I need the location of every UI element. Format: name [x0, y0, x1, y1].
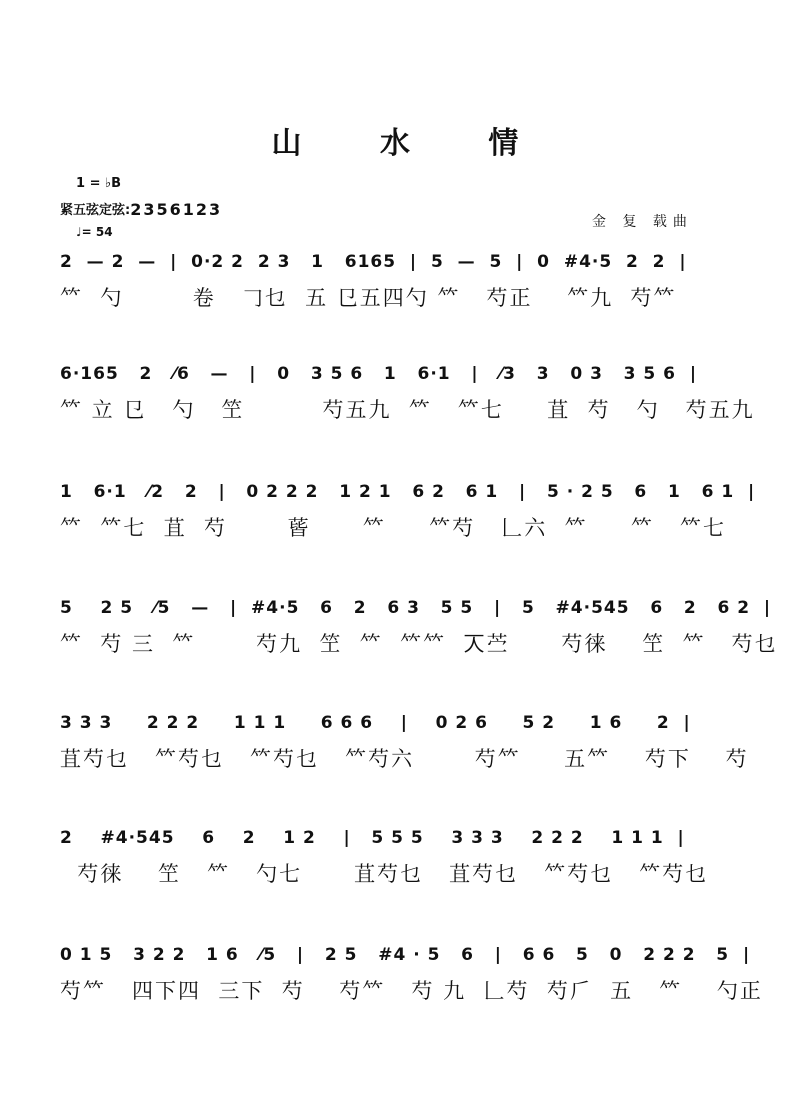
- jianpu-notes: 2 — 2 — | 0·2 2 2 3 1 6165 | 5 — 5 | 0 #4·5 2 2 |: [60, 252, 687, 272]
- guqin-tablature: 𥫗 𥫗七 苴 芍 蒈 𥫗 𥫗芍 𠃊六 𥫗 𥫗 𥫗七: [60, 516, 726, 540]
- guqin-tablature: 𥫗 勺 卷 𠃌乜 五 㔾五四勺 𥫗 芍正 𥫗九 芍𥫗: [60, 286, 677, 310]
- jianpu-notes: 2 #4·545 6 2 1 2 | 5 5 5 3 3 3 2 2 2 1 1 1 |: [60, 828, 685, 848]
- jianpu-notes: 0 1 5 3 2 2 1 6 ⁄5 | 2 5 #4 · 5 6 | 6 6 5 0 2 2 2 5 |: [60, 945, 751, 965]
- jianpu-notes: 1 6·1 ⁄2 2 | 0 2 2 2 1 2 1 6 2 6 1 | 5 · 2 5 6 1 6 1 |: [60, 482, 756, 502]
- guqin-tablature: 芍徕 笁 𥫗 勺七 苴芍乜 苴芍乜 𥫗芍乜 𥫗芍乜: [60, 862, 709, 886]
- guqin-tablature: 芍𥫗 四下四 三下 芍 芍𥫗 芍 九 𠃊芍 芍𠂆 五 𥫗 勺正: [60, 979, 763, 1003]
- jianpu-notes: 6·165 2 ⁄6 — | 0 3 5 6 1 6·1 | ⁄3 3 0 3 3 5 6 |: [60, 364, 698, 384]
- tempo-marking: ♩= 54: [76, 225, 113, 239]
- guqin-tablature: 𥫗 立 㔾 勺 笁 芍五九 𥫗 𥫗七 苴 芍 勺 芍五九: [60, 398, 755, 422]
- jianpu-notes: 5 2 5 ⁄5 — | #4·5 6 2 6 3 5 5 | 5 #4·545 6 2 6 2 |: [60, 598, 772, 618]
- composer-credit: 金 复 载曲: [592, 214, 693, 230]
- key-signature: 1 = ♭B: [76, 176, 122, 191]
- guqin-tablature: 苴芍乜 𥫗芍乜 𥫗芍乜 𥫗芍六 芍𥫗 五𥫗 芍下 芍: [60, 747, 749, 771]
- tuning-label: 紧五弦定弦:: [60, 203, 131, 218]
- tuning-line: [60, 199, 222, 218]
- piece-title: 山 水 情: [271, 126, 553, 161]
- guqin-tablature: 𥫗 芍 三 𥫗 芍九 笁 𥫗 𥫗𥫗 𠆣苎 芍徕 笁 𥫗 芍乜: [60, 632, 778, 656]
- jianpu-notes: 3 3 3 2 2 2 1 1 1 6 6 6 | 0 2 6 5 2 1 6 2 |: [60, 713, 691, 733]
- tuning-notes: 2356123: [130, 200, 223, 219]
